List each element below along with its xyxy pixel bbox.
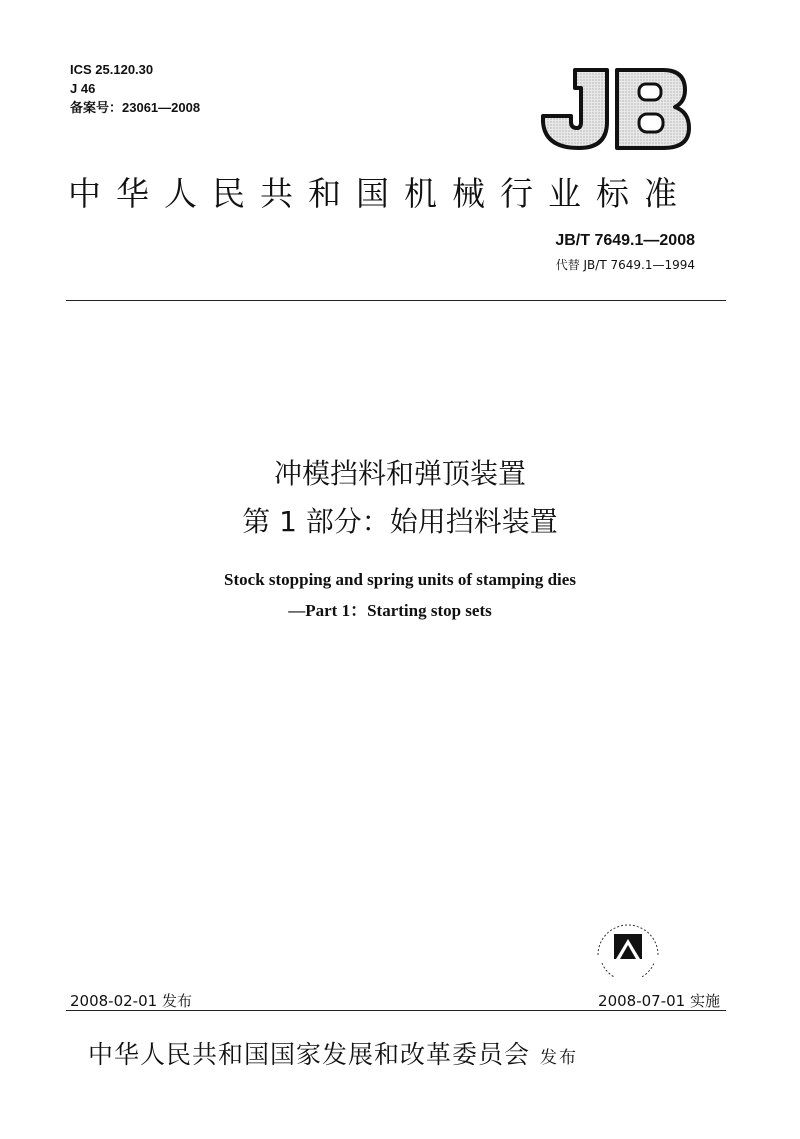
industry-standard-title: 中华人民共和国机械行业标准 [68, 174, 692, 213]
publisher-seal [590, 915, 666, 977]
ics-code: ICS 25.120.30 [70, 62, 154, 77]
standard-code: JB/T 7649.1—2008 [555, 232, 695, 249]
replaced-standard: 代替 JB/T 7649.1—1994 [555, 258, 695, 272]
classification-code: J 46 [70, 81, 96, 96]
issuing-authority [88, 1035, 578, 1071]
footer-divider [66, 1010, 726, 1011]
document-title-en-line1: Stock stopping and spring units of stamping dies [224, 570, 576, 589]
issue-date: 2008-02-01 发布 [70, 992, 192, 1010]
issuer-suffix: 发布 [540, 1048, 579, 1068]
header-divider [66, 300, 726, 301]
effective-date: 2008-07-01 实施 [598, 992, 720, 1010]
document-title-cn-line1: 冲模挡料和弹顶装置 [273, 457, 526, 490]
document-title-en-line2: —Part 1：Starting stop sets [288, 601, 492, 620]
header-metadata [70, 60, 200, 117]
jb-logo [535, 64, 695, 152]
issuer-name: 中华人民共和国国家发展和改革委员会 [88, 1040, 531, 1069]
document-title-cn-line2: 第 1 部分：始用挡料装置 [242, 505, 558, 538]
filing-number: 备案号：23061—2008 [70, 100, 201, 115]
